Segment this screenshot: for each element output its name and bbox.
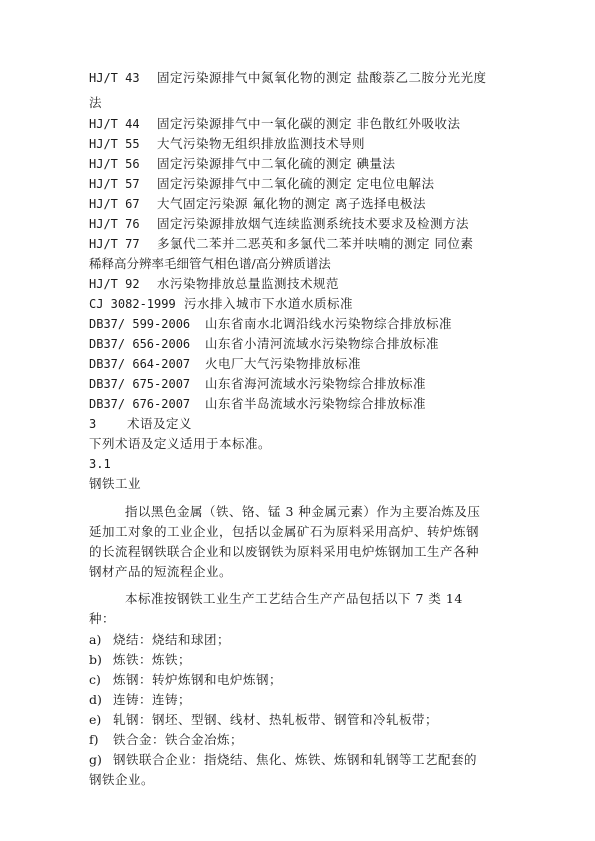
list-marker: b): [89, 652, 102, 667]
paragraph-line: 本标准按钢铁工业生产工艺结合生产产品包括以下 7 类 14: [125, 591, 463, 606]
standard-ref: [89, 194, 509, 213]
list-item-text: 烧结：烧结和球团；: [113, 632, 231, 647]
standard-title: 固定污染源排气中二氧化硫的测定 定电位电解法: [157, 176, 435, 191]
standard-title: 山东省半岛流域水污染物综合排放标准: [205, 396, 427, 411]
list-item: [89, 690, 509, 709]
list-marker: e): [89, 712, 102, 727]
paragraph-line: 的长流程钢铁联合企业和以废钢铁为原料采用电炉炼钢加工生产各种: [89, 544, 480, 559]
list-marker: c): [89, 672, 101, 687]
section-number: 3: [89, 417, 97, 431]
list-item-text: 炼铁：炼铁；: [113, 652, 192, 667]
standard-code: DB37/ 675-2007: [89, 377, 191, 391]
standard-code: HJ/T 57: [89, 177, 140, 191]
list-item: [89, 630, 509, 649]
standard-title: 火电厂大气污染物排放标准: [205, 356, 362, 371]
list-item: [89, 670, 509, 689]
standard-title-continued: 法: [89, 95, 102, 110]
list-item-text: 连铸：连铸；: [113, 692, 192, 707]
list-item: [89, 650, 509, 669]
standard-ref: [89, 314, 509, 333]
standard-code: HJ/T 43: [89, 71, 140, 85]
standard-ref: [89, 274, 509, 293]
list-item: [89, 730, 509, 749]
section-heading: [89, 414, 509, 433]
standard-ref: [89, 234, 509, 253]
standard-ref: [89, 134, 509, 153]
standard-ref: [89, 174, 509, 193]
standard-ref: [89, 214, 509, 233]
subsection-number: 3.1: [89, 457, 111, 471]
standard-title: 多氯代二苯并二恶英和多氯代二苯并呋喃的测定 同位素: [157, 236, 474, 251]
standard-ref: [89, 354, 509, 373]
standard-code: HJ/T 56: [89, 157, 140, 171]
standard-ref: [89, 294, 509, 313]
section-title: 术语及定义: [127, 416, 193, 431]
standard-ref: [89, 374, 509, 393]
list-marker: a): [89, 632, 102, 647]
list-item: [89, 710, 509, 729]
list-item-text-continued: 钢铁企业。: [89, 772, 155, 787]
paragraph-line: 钢材产品的短流程企业。: [89, 564, 233, 579]
paragraph-line: 指以黑色金属（铁、铬、锰 3 种金属元素）作为主要冶炼及压: [125, 504, 481, 519]
standard-title: 污水排入城市下水道水质标准: [184, 296, 354, 311]
list-item-text: 钢铁联合企业：指烧结、焦化、炼铁、炼钢和轧钢等工艺配套的: [113, 752, 478, 767]
section-intro: 下列术语及定义适用于本标准。: [89, 436, 272, 451]
standard-title: 固定污染源排气中氮氧化物的测定 盐酸萘乙二胺分光光度: [157, 70, 487, 85]
standard-title: 大气固定污染源 氟化物的测定 离子选择电极法: [157, 196, 426, 211]
list-item-text: 轧钢：钢坯、型钢、线材、热轧板带、钢管和冷轧板带；: [113, 712, 439, 727]
standard-code: DB37/ 599-2006: [89, 317, 191, 331]
standard-ref: [89, 114, 509, 133]
standard-title-continued: 稀释高分辨率毛细管气相色谱/高分辨质谱法: [89, 256, 331, 271]
standard-code: DB37/ 664-2007: [89, 357, 191, 371]
standard-code: CJ 3082-1999: [89, 297, 176, 311]
standard-title: 山东省海河流域水污染物综合排放标准: [205, 376, 427, 391]
standard-title: 山东省小清河流域水污染物综合排放标准: [205, 336, 440, 351]
standard-ref: [89, 334, 509, 353]
standard-title: 水污染物排放总量监测技术规范: [157, 276, 340, 291]
standard-code: HJ/T 44: [89, 117, 140, 131]
standard-code: HJ/T 67: [89, 197, 140, 211]
list-item-text: 炼钢：转炉炼钢和电炉炼钢；: [113, 672, 283, 687]
standard-ref: [89, 394, 509, 413]
standard-code: HJ/T 77: [89, 237, 140, 251]
list-marker: d): [89, 692, 102, 707]
standard-ref: [89, 154, 509, 173]
list-marker: g): [89, 752, 102, 767]
paragraph-line: 延加工对象的工业企业，包括以金属矿石为原料采用高炉、转炉炼钢: [89, 524, 480, 539]
standard-title: 固定污染源排气中二氧化硫的测定 碘量法: [157, 156, 396, 171]
standard-title: 固定污染源排气中一氧化碳的测定 非色散红外吸收法: [157, 116, 461, 131]
standard-title: 山东省南水北调沿线水污染物综合排放标准: [205, 316, 453, 331]
paragraph-line: 种：: [89, 611, 116, 626]
standard-title: 大气污染物无组织排放监测技术导则: [157, 136, 366, 151]
standard-code: DB37/ 676-2007: [89, 397, 191, 411]
standard-ref: [89, 68, 509, 87]
standard-code: DB37/ 656-2006: [89, 337, 191, 351]
subsection-title: 钢铁工业: [89, 476, 142, 491]
list-item: [89, 750, 509, 769]
list-marker: f): [89, 732, 99, 747]
standard-title: 固定污染源排放烟气连续监测系统技术要求及检测方法: [157, 216, 470, 231]
standard-code: HJ/T 55: [89, 137, 140, 151]
list-item-text: 铁合金：铁合金冶炼；: [113, 732, 244, 747]
standard-code: HJ/T 76: [89, 217, 140, 231]
standard-code: HJ/T 92: [89, 277, 140, 291]
